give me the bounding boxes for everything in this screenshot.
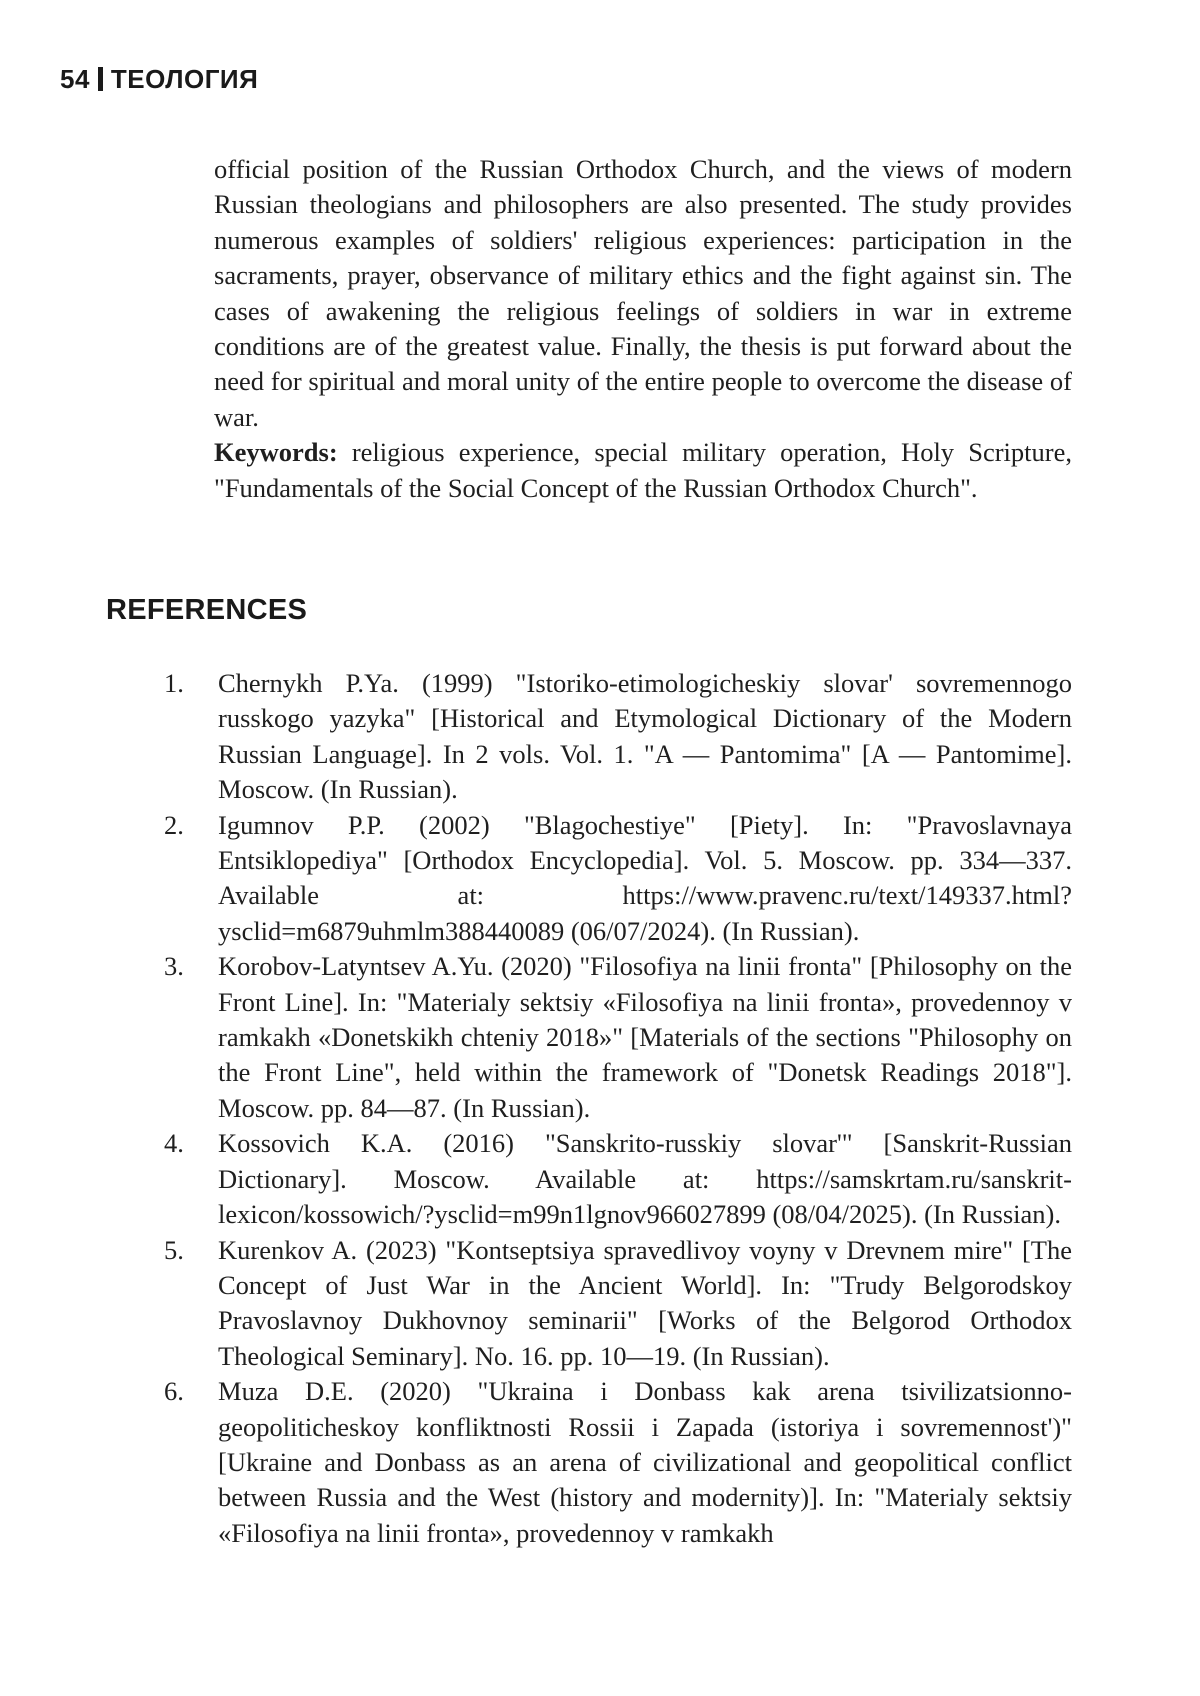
header-separator	[98, 67, 103, 91]
reference-item	[160, 808, 1072, 950]
references-list	[160, 666, 1072, 1551]
journal-section-title: ТЕОЛОГИЯ	[110, 64, 259, 94]
running-header	[60, 66, 258, 92]
reference-item	[160, 949, 1072, 1126]
reference-text: Igumnov P.P. (2002) "Blagochestiye" [Piety]. In: "Pravoslavnaya Entsiklopediya" [Orthodox Encyclopedia]. Vol. 5. Moscow. pp. 334—337. Available at: https://www.pravenc.ru/text/149337.html?ysclid=m6879uhmlm388440089 (06/07/2024). (In Russian).	[218, 809, 1072, 946]
reference-text: Kurenkov A. (2023) "Kontseptsiya spravedlivoy voyny v Drevnem mire" [The Concept of Just War in the Ancient World]. In: "Trudy Belgorodskoy Pravoslavnoy Dukhovnoy seminarii" [Works of the Belgorod Orthodox Theological Seminary]. No. 16. pp. 10—19. (In Russian).	[218, 1234, 1072, 1371]
reference-number: 2.	[164, 809, 184, 840]
keywords-label: Keywords:	[214, 437, 338, 468]
reference-number: 4.	[164, 1128, 184, 1159]
reference-item	[160, 1374, 1072, 1551]
keywords-text: religious experience, special military operation, Holy Scripture, "Fundamentals of the Social Concept of the Russian Orthodox Church".	[214, 437, 1072, 503]
reference-number: 1.	[164, 668, 184, 698]
keywords-paragraph	[214, 435, 1072, 506]
reference-number: 5.	[164, 1234, 184, 1265]
reference-item	[160, 1126, 1072, 1232]
reference-number: 6.	[164, 1376, 184, 1407]
reference-item	[160, 1233, 1072, 1375]
reference-text: Chernykh P.Ya. (1999) "Istoriko-etimologicheskiy slovar' sovremennogo russkogo yazyka" [Historical and Etymological Dictionary of the Modern Russian Language]. In 2 vols. Vol. 1. "A — Pantomima" [A — Pantomime]. Moscow. (In Russian).	[218, 668, 1072, 805]
reference-text: Muza D.E. (2020) "Ukraina i Donbass kak arena tsivilizatsionno-geopoliticheskoy konfliktnosti Rossii i Zapada (istoriya i sovremennost')" [Ukraine and Donbass as an arena of civilizational and geopolitical conflict between Russia and the West (history and modernity)]. In: "Materialy sektsiy «Filosofiya na linii fronta», provedennoy v ramkakh	[218, 1376, 1072, 1548]
abstract-text: official position of the Russian Orthodox Church, and the views of modern Russian theologians and philosophers are also presented. The study provides numerous examples of soldiers' religious experiences: participation in the sacraments, prayer, observance of military ethics and the fight against sin. The cases of awakening the religious feelings of soldiers in war in extreme conditions are of the greatest value. Finally, the thesis is put forward about the need for spiritual and moral unity of the entire people to overcome the disease of war.	[214, 154, 1072, 432]
page-number: 54	[60, 64, 90, 94]
reference-item	[160, 666, 1072, 808]
reference-text: Korobov-Latyntsev A.Yu. (2020) "Filosofiya na linii fronta" [Philosophy on the Front Line]. In: "Materialy sektsiy «Filosofiya na linii fronta», provedennoy v ramkakh «Donetskikh chteniy 2018»" [Materials of the sections "Philosophy on the Front Line", held within the framework of "Donetsk Readings 2018"]. Moscow. pp. 84—87. (In Russian).	[218, 951, 1072, 1123]
references-heading: REFERENCES	[106, 594, 308, 626]
abstract-block	[214, 152, 1072, 506]
reference-text: Kossovich K.A. (2016) "Sanskrito-russkiy slovar'" [Sanskrit-Russian Dictionary]. Moscow. Available at: https://samskrtam.ru/sanskrit-lexicon/kossowich/?ysclid=m99n1lgnov966027899 (08/04/2025). (In Russian).	[218, 1128, 1072, 1230]
reference-number: 3.	[164, 951, 184, 982]
